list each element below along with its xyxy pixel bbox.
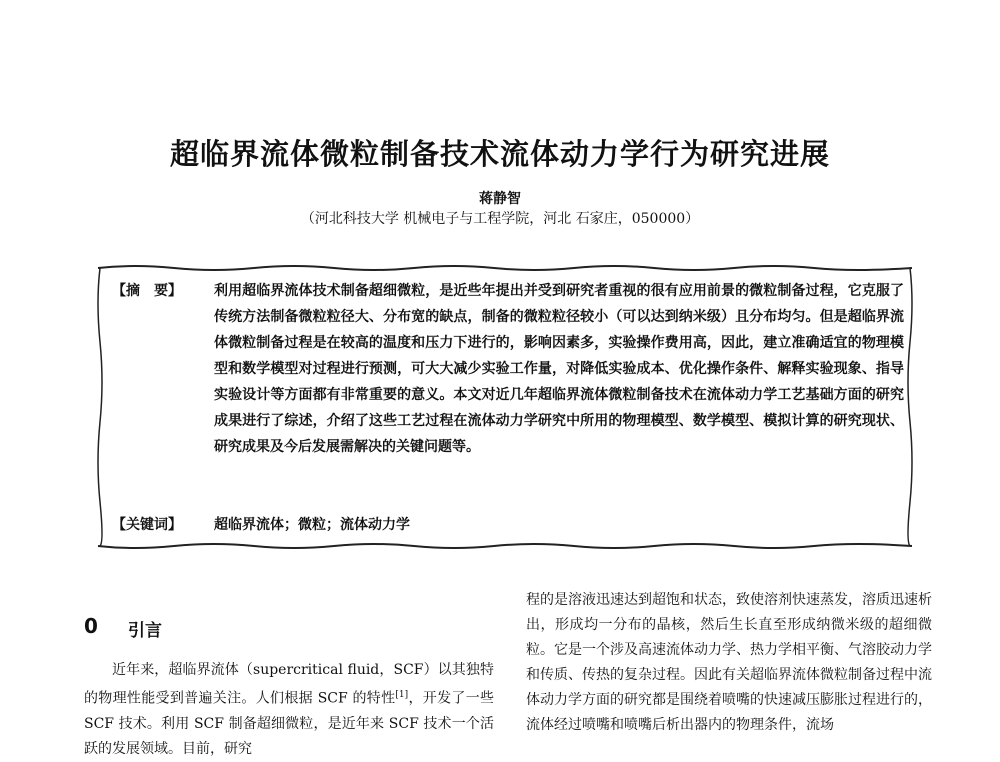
affiliation: （河北科技大学 机械电子与工程学院，河北 石家庄，050000） (300, 211, 700, 227)
abstract-text: 利用超临界流体技术制备超细微粒，是近些年提出并受到研究者重视的很有应用前景的微粒制备过程，它克服了传统方法制备微粒粒径大、分布宽的缺点，制备的微粒粒径较小（可以达到纳米级）且分布均匀。但是超临界流体微粒制备过程是在较高的温度和压力下进行的，影响因素多，实验操作费用高，因此，建立准确适宜的物理模型和数学模型对过程进行预测，可大大减少实验工作量，对降低实验成本、优化操作条件、解释实验现象、指导实验设计等方面都有非常重要的意义。本文对近几年超临界流体微粒制备技术在流体动力学工艺基础方面的研究成果进行了综述，介绍了这些工艺过程在流体动力学研究中所用的物理模型、数学模型、模拟计算的研究现状、研究成果及今后发展需解决的关键问题等。 (214, 283, 904, 455)
keywords-text: 超临界流体；微粒；流体动力学 (214, 517, 410, 533)
abstract-box (94, 262, 916, 552)
citation: [1] (395, 690, 409, 700)
intro-text-a: 近年来，超临界流体（supercritical fluid，SCF）以其独特的物理性能受到普遍关注。人们根据 SCF 的特性 (84, 662, 494, 707)
keywords-label: 【关键词】 (112, 517, 182, 533)
section-title: 引言 (128, 621, 162, 641)
intro-right-column: 程的是溶液迅速达到超饱和状态，致使溶剂快速蒸发，溶质迅速析出，形成均一分布的晶核，然后生长直至形成纳微米级的超细微粒。它是一个涉及高速流体动力学、热力学相平衡、气溶胶动力学和传质、传热的复杂过程。因此有关超临界流体微粒制备过程中流体动力学方面的研究都是围绕着喷嘴的快速减压膨胀过程进行的，流体经过喷嘴和喷嘴后析出器内的物理条件，流场 (526, 592, 932, 733)
intro-text-b: ，开发了一些 SCF 技术。利用 SCF 制备超细微粒，是近年来 SCF 技术一个活跃的发展领域。目前，研究 (84, 690, 495, 757)
author: 蒋静智 (479, 191, 521, 207)
intro-left-column (84, 658, 494, 762)
abstract-label: 【摘 要】 (112, 283, 182, 299)
section-number: 0 (84, 614, 98, 638)
paper-title: 超临界流体微粒制备技术流体动力学行为研究进展 (169, 137, 830, 171)
